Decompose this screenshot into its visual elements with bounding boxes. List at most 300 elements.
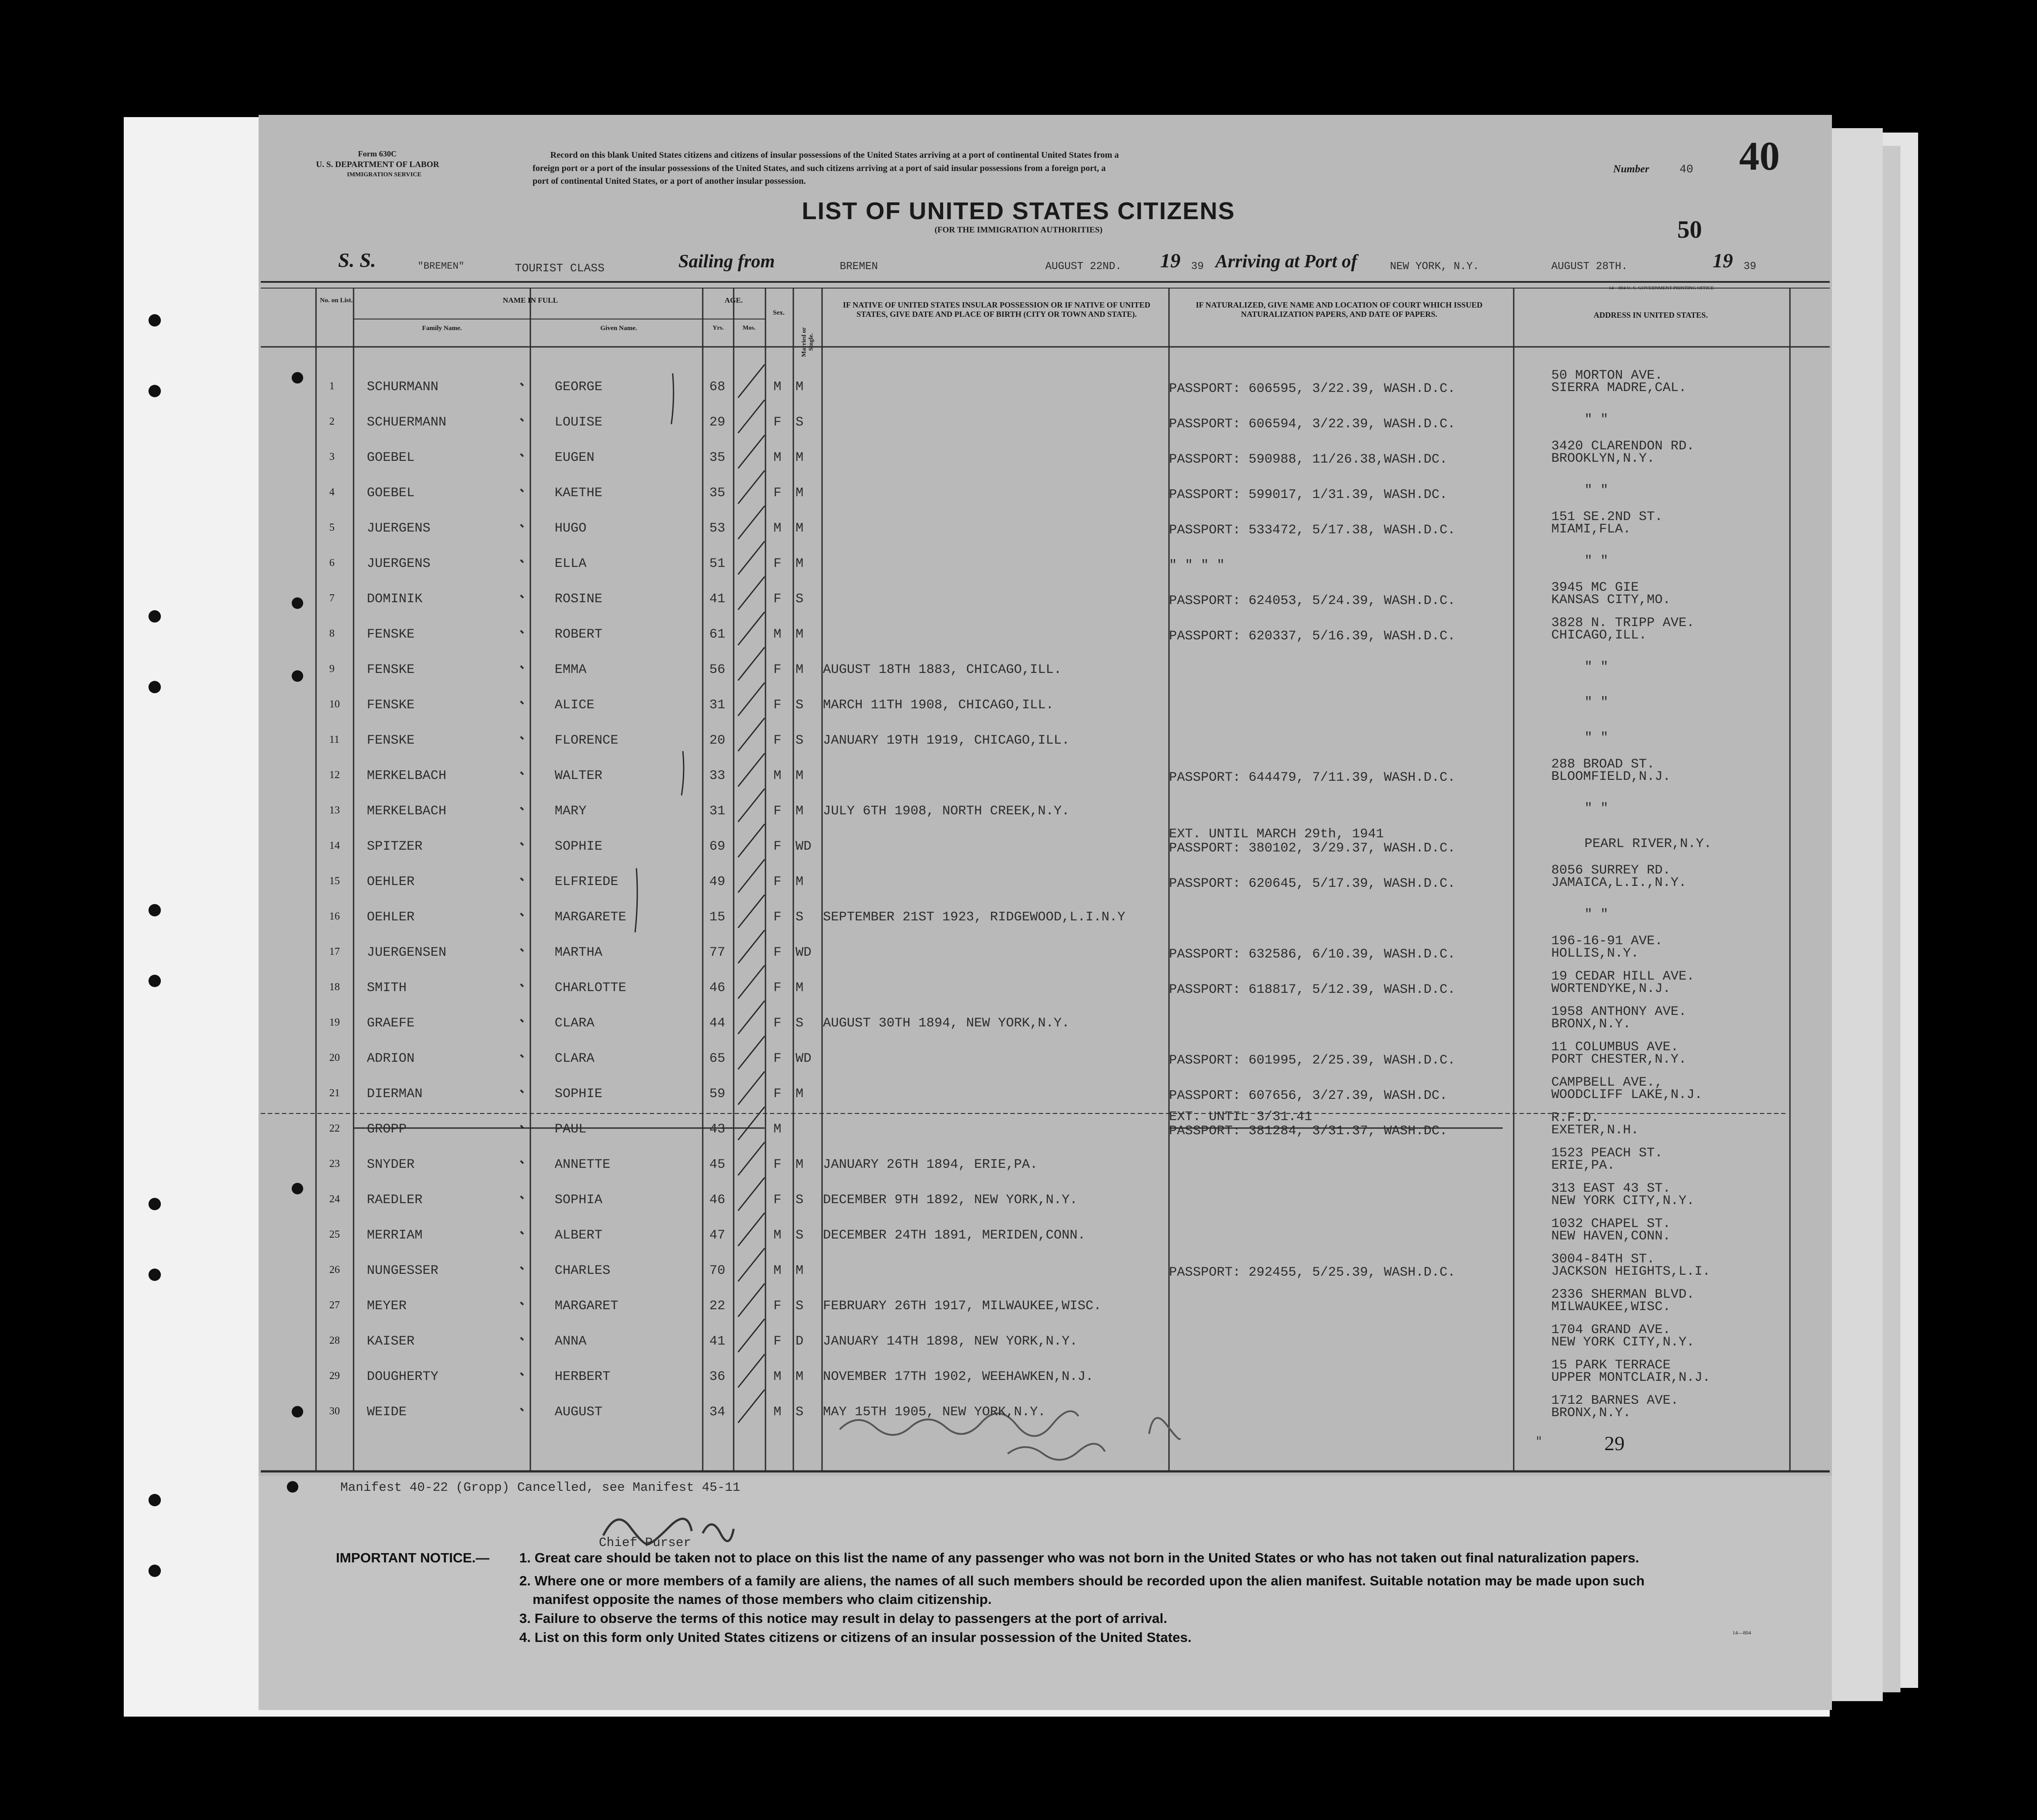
birth-date-place: MAY 15TH 1905, NEW YORK,N.Y.	[823, 1405, 1046, 1420]
naturalization-extension: EXT. UNTIL MARCH 29th, 1941	[1169, 827, 1384, 842]
age-years: 41	[709, 1334, 726, 1349]
age-years: 61	[709, 627, 726, 642]
row-number: 24	[329, 1193, 340, 1205]
marital-status: D	[796, 1334, 804, 1349]
age-years: 20	[709, 733, 726, 748]
row-number: 15	[329, 875, 340, 887]
naturalization-papers: PASSPORT: 599017, 1/31.39, WASH.DC.	[1169, 487, 1448, 502]
birth-date-place: SEPTEMBER 21ST 1923, RIDGEWOOD,L.I.N.Y	[823, 910, 1126, 925]
birth-date-place: MARCH 11TH 1908, CHICAGO,ILL.	[823, 698, 1054, 713]
address-line-2: NEW HAVEN,CONN.	[1551, 1229, 1671, 1244]
family-name: JUERGENSEN	[367, 945, 447, 960]
age-years: 65	[709, 1051, 726, 1066]
sex: F	[773, 698, 782, 713]
given-name: ELFRIEDE	[555, 874, 619, 889]
sailing-date: AUGUST 22ND.	[1045, 261, 1122, 273]
address-line-1: 288 BROAD ST.	[1551, 757, 1655, 772]
family-name: OEHLER	[367, 874, 415, 889]
marital-status: M	[796, 1087, 804, 1102]
age-years: 35	[709, 486, 726, 501]
row-number: 12	[329, 769, 340, 781]
row-number: 22	[329, 1123, 340, 1134]
sailing-from: BREMEN	[840, 261, 878, 273]
age-years: 15	[709, 910, 726, 925]
row-number: 8	[329, 628, 335, 639]
sex: M	[773, 627, 782, 642]
row-number: 29	[329, 1370, 340, 1382]
address-line-2: WOODCLIFF LAKE,N.J.	[1551, 1087, 1703, 1102]
column-header-yrs: Yrs.	[712, 325, 724, 331]
sex: F	[773, 1016, 782, 1031]
given-name: WALTER	[555, 768, 603, 783]
given-name: SOPHIE	[555, 1087, 603, 1102]
family-name: FENSKE	[367, 627, 415, 642]
address-line-2: MIAMI,FLA.	[1551, 522, 1631, 537]
address-line-2: HOLLIS,N.Y.	[1551, 946, 1639, 961]
family-name: KAISER	[367, 1334, 415, 1349]
sex: F	[773, 733, 782, 748]
row-number: 27	[329, 1299, 340, 1311]
naturalization-papers: PASSPORT: 380102, 3/29.37, WASH.D.C.	[1169, 841, 1456, 856]
address-line-1: " "	[1584, 907, 1609, 922]
age-years: 53	[709, 521, 726, 536]
sex: F	[773, 1051, 782, 1066]
address-line-2: CHICAGO,ILL.	[1551, 628, 1647, 643]
sex: F	[773, 980, 782, 995]
row-number: 2	[329, 416, 335, 427]
column-header-no: No. on List.	[320, 297, 353, 304]
year-prefix-arrival: 19	[1713, 249, 1733, 272]
family-name: GOEBEL	[367, 450, 415, 465]
age-years: 69	[709, 839, 726, 854]
column-header-birth: IF NATIVE OF UNITED STATES INSULAR POSSESSION OR IF NATIVE OF UNITED STATES, GIVE DATE AND PLACE OF BIRTH (CITY OR TOWN AND STATE).	[843, 300, 1150, 319]
row-number: 25	[329, 1229, 340, 1240]
column-header-mos: Mos.	[742, 325, 756, 331]
sailing-label: Sailing from	[678, 251, 775, 272]
row-number: 26	[329, 1264, 340, 1276]
age-years: 41	[709, 592, 726, 607]
marital-status: S	[796, 1299, 804, 1314]
sailing-year: 39	[1191, 261, 1204, 273]
row-number: 1	[329, 380, 335, 392]
sex: M	[773, 1122, 782, 1137]
given-name: ANNETTE	[555, 1157, 611, 1172]
marital-status: S	[796, 1193, 804, 1208]
marital-status: S	[796, 592, 804, 607]
family-name: FENSKE	[367, 733, 415, 748]
row-number: 19	[329, 1017, 340, 1028]
address-line-2: WORTENDYKE,N.J.	[1551, 981, 1671, 996]
sex: M	[773, 1405, 782, 1420]
given-name: MARGARETE	[555, 910, 627, 925]
age-years: 51	[709, 556, 726, 571]
address-line-1: " "	[1584, 801, 1609, 816]
age-years: 77	[709, 945, 726, 960]
family-name: MEYER	[367, 1299, 407, 1314]
sex: F	[773, 1299, 782, 1314]
marital-status: M	[796, 1263, 804, 1278]
address-line-1: 50 MORTON AVE.	[1551, 368, 1663, 383]
sex: F	[773, 486, 782, 501]
family-name: ADRION	[367, 1051, 415, 1066]
birth-date-place: JANUARY 14TH 1898, NEW YORK,N.Y.	[823, 1334, 1078, 1349]
address-line-2: BRONX,N.Y.	[1551, 1017, 1631, 1032]
arrival-date: AUGUST 28TH.	[1551, 261, 1628, 273]
sex: F	[773, 839, 782, 854]
arrival-year: 39	[1744, 261, 1756, 273]
family-name: MERRIAM	[367, 1228, 423, 1243]
family-name: GROPP	[367, 1122, 407, 1137]
naturalization-papers: PASSPORT: 601995, 2/25.39, WASH.D.C.	[1169, 1053, 1456, 1068]
sex: F	[773, 1334, 782, 1349]
row-number: 7	[329, 593, 335, 604]
age-years: 68	[709, 380, 726, 395]
row-number: 30	[329, 1406, 340, 1417]
naturalization-papers: " " " "	[1169, 558, 1225, 573]
given-name: HERBERT	[555, 1369, 611, 1384]
address-line-2: MILWAUKEE,WISC.	[1551, 1299, 1671, 1315]
ditto-mark-footer: "	[1536, 1434, 1542, 1449]
age-years: 35	[709, 450, 726, 465]
arriving-label: Arriving at Port of	[1215, 251, 1357, 272]
row-number: 21	[329, 1087, 340, 1099]
row-number: 20	[329, 1052, 340, 1064]
naturalization-papers: PASSPORT: 533472, 5/17.38, WASH.D.C.	[1169, 523, 1456, 538]
sex: F	[773, 945, 782, 960]
age-years: 31	[709, 804, 726, 819]
birth-date-place: JANUARY 19TH 1919, CHICAGO,ILL.	[823, 733, 1070, 748]
instructions-line-1: Record on this blank United States citizens and citizens of insular possessions of the United States arriving at a port of continental United States from a	[550, 150, 1119, 160]
address-line-2: BROOKLYN,N.Y.	[1551, 451, 1655, 466]
naturalization-papers: PASSPORT: 606594, 3/22.39, WASH.D.C.	[1169, 417, 1456, 432]
address-line-2: EXETER,N.H.	[1551, 1123, 1639, 1138]
given-name: HUGO	[555, 521, 587, 536]
given-name: EUGEN	[555, 450, 595, 465]
family-name: DIERMAN	[367, 1087, 423, 1102]
naturalization-papers: PASSPORT: 620337, 5/16.39, WASH.D.C.	[1169, 629, 1456, 644]
column-header-given-name: Given Name.	[600, 325, 637, 332]
ship-name: "BREMEN"	[418, 261, 465, 272]
age-years: 43	[709, 1122, 726, 1137]
given-name: ROSINE	[555, 592, 603, 607]
row-number: 4	[329, 486, 335, 498]
address-line-2: PORT CHESTER,N.Y.	[1551, 1052, 1687, 1067]
row-number: 5	[329, 522, 335, 533]
marital-status: M	[796, 1369, 804, 1384]
family-name: GRAEFE	[367, 1016, 415, 1031]
print-code-top: 14—804 U. S. GOVERNMENT PRINTING OFFICE	[1609, 285, 1714, 291]
marital-status: S	[796, 698, 804, 713]
given-name: FLORENCE	[555, 733, 619, 748]
column-header-sex: Sex.	[773, 309, 785, 316]
sex: F	[773, 662, 782, 677]
given-name: ANNA	[555, 1334, 587, 1349]
family-name: SCHUERMANN	[367, 415, 447, 430]
sex: F	[773, 910, 782, 925]
given-name: LOUISE	[555, 415, 603, 430]
form-number: Form 630C	[358, 149, 397, 158]
row-number: 14	[329, 840, 340, 851]
given-name: SOPHIE	[555, 839, 603, 854]
marital-status: M	[796, 874, 804, 889]
age-years: 59	[709, 1087, 726, 1102]
column-header-married-single: Married or Single.	[800, 327, 815, 357]
marital-status: WD	[796, 945, 812, 960]
address-line-1: " "	[1584, 730, 1609, 745]
family-name: SNYDER	[367, 1157, 415, 1172]
column-header-age: AGE.	[724, 296, 743, 304]
address-line-1: 19 CEDAR HILL AVE.	[1551, 969, 1695, 984]
naturalization-papers: PASSPORT: 381284, 3/31.37, WASH.DC.	[1169, 1124, 1448, 1139]
family-name: WEIDE	[367, 1405, 407, 1420]
address-line-1: 1032 CHAPEL ST.	[1551, 1216, 1671, 1231]
sex: M	[773, 1228, 782, 1243]
marital-status: M	[796, 662, 804, 677]
naturalization-papers: PASSPORT: 618817, 5/12.39, WASH.D.C.	[1169, 982, 1456, 997]
family-name: NUNGESSER	[367, 1263, 439, 1278]
given-name: ELLA	[555, 556, 587, 571]
sex: F	[773, 1087, 782, 1102]
column-header-address: ADDRESS IN UNITED STATES.	[1593, 311, 1708, 319]
sex: F	[773, 804, 782, 819]
address-line-1: CAMPBELL AVE.,	[1551, 1075, 1663, 1090]
age-years: 31	[709, 698, 726, 713]
instructions-line-3: port of continental United States, or a port of another insular possession.	[533, 176, 806, 186]
arrival-port: NEW YORK, N.Y.	[1390, 261, 1479, 273]
family-name: FENSKE	[367, 698, 415, 713]
address-line-1: 3420 CLARENDON RD.	[1551, 439, 1695, 454]
family-name: JUERGENS	[367, 521, 431, 536]
row-number: 23	[329, 1158, 340, 1170]
age-years: 56	[709, 662, 726, 677]
address-line-2: BRONX,N.Y.	[1551, 1406, 1631, 1421]
naturalization-papers: PASSPORT: 632586, 6/10.39, WASH.D.C.	[1169, 947, 1456, 962]
address-line-2: NEW YORK CITY,N.Y.	[1551, 1335, 1695, 1350]
sex: F	[773, 1157, 782, 1172]
given-name: MARTHA	[555, 945, 603, 960]
marital-status: M	[796, 521, 804, 536]
row-number: 9	[329, 663, 335, 675]
row-number: 10	[329, 699, 340, 710]
family-name: GOEBEL	[367, 486, 415, 501]
family-name: DOUGHERTY	[367, 1369, 439, 1384]
address-line-1: 8056 SURREY RD.	[1551, 863, 1671, 878]
given-name: GEORGE	[555, 380, 603, 395]
birth-date-place: FEBRUARY 26TH 1917, MILWAUKEE,WISC.	[823, 1299, 1102, 1314]
address-line-1: 3828 N. TRIPP AVE.	[1551, 616, 1695, 631]
age-years: 49	[709, 874, 726, 889]
year-prefix-sailing: 19	[1160, 249, 1180, 272]
marital-status: M	[796, 980, 804, 995]
given-name: MARY	[555, 804, 587, 819]
marital-status: M	[796, 1157, 804, 1172]
address-line-2: SIERRA MADRE,CAL.	[1551, 380, 1687, 395]
naturalization-papers: PASSPORT: 292455, 5/25.39, WASH.D.C.	[1169, 1265, 1456, 1280]
address-line-2: KANSAS CITY,MO.	[1551, 593, 1671, 608]
marital-status: M	[796, 556, 804, 571]
given-name: PAUL	[555, 1122, 587, 1137]
birth-date-place: DECEMBER 9TH 1892, NEW YORK,N.Y.	[823, 1193, 1078, 1208]
given-name: ALICE	[555, 698, 595, 713]
age-years: 44	[709, 1016, 726, 1031]
row-number: 11	[329, 734, 340, 745]
given-name: CHARLES	[555, 1263, 611, 1278]
given-name: CLARA	[555, 1051, 595, 1066]
family-name: SMITH	[367, 980, 407, 995]
family-name: FENSKE	[367, 662, 415, 677]
page-number: 40	[1739, 133, 1780, 179]
age-years: 36	[709, 1369, 726, 1384]
birth-date-place: NOVEMBER 17TH 1902, WEEHAWKEN,N.J.	[823, 1369, 1094, 1384]
address-line-1: 1958 ANTHONY AVE.	[1551, 1004, 1687, 1019]
notice-2: 2. Where one or more members of a family are aliens, the names of all such members should be recorded upon the alien manifest. Suitable notation may be made upon such	[519, 1573, 1645, 1588]
total-count: 29	[1604, 1432, 1625, 1455]
age-years: 46	[709, 1193, 726, 1208]
address-line-1: 1523 PEACH ST.	[1551, 1146, 1663, 1161]
sex: M	[773, 1263, 782, 1278]
birth-date-place: AUGUST 18TH 1883, CHICAGO,ILL.	[823, 662, 1062, 677]
given-name: ROBERT	[555, 627, 603, 642]
sex: F	[773, 592, 782, 607]
given-name: MARGARET	[555, 1299, 619, 1314]
given-name: KAETHE	[555, 486, 603, 501]
address-line-2: JAMAICA,L.I.,N.Y.	[1551, 875, 1687, 890]
column-header-naturalized: IF NATURALIZED, GIVE NAME AND LOCATION OF COURT WHICH ISSUED NATURALIZATION PAPERS, AND DATE OF PAPERS.	[1196, 300, 1483, 319]
cancel-note: Manifest 40-22 (Gropp) Cancelled, see Manifest 45-11	[340, 1480, 740, 1495]
address-line-1: " "	[1584, 554, 1609, 569]
birth-date-place: JULY 6TH 1908, NORTH CREEK,N.Y.	[823, 804, 1070, 819]
age-years: 22	[709, 1299, 726, 1314]
sex: F	[773, 1193, 782, 1208]
row-number: 28	[329, 1335, 340, 1346]
age-years: 29	[709, 415, 726, 430]
row-number: 18	[329, 981, 340, 993]
given-name: CHARLOTTE	[555, 980, 627, 995]
ss-label: S. S.	[338, 249, 376, 271]
birth-date-place: DECEMBER 24TH 1891, MERIDEN,CONN.	[823, 1228, 1086, 1243]
naturalization-papers: PASSPORT: 590988, 11/26.38,WASH.DC.	[1169, 452, 1448, 467]
sex: M	[773, 450, 782, 465]
marital-status: S	[796, 1405, 804, 1420]
notice-2-continued: manifest opposite the names of those members who claim citizenship.	[533, 1592, 992, 1607]
address-line-1: 3004-84TH ST.	[1551, 1252, 1655, 1267]
age-years: 47	[709, 1228, 726, 1243]
sex: M	[773, 1369, 782, 1384]
family-name: MERKELBACH	[367, 768, 447, 783]
marital-status: M	[796, 768, 804, 783]
marital-status: M	[796, 627, 804, 642]
address-line-1: 2336 SHERMAN BLVD.	[1551, 1287, 1695, 1302]
sex: M	[773, 521, 782, 536]
age-years: 46	[709, 980, 726, 995]
number-value: 40	[1679, 163, 1694, 176]
naturalization-papers: PASSPORT: 620645, 5/17.39, WASH.D.C.	[1169, 876, 1456, 891]
address-line-1: R.F.D.	[1551, 1110, 1599, 1125]
sex: M	[773, 380, 782, 395]
address-line-1: 1712 BARNES AVE.	[1551, 1393, 1679, 1408]
marital-status: WD	[796, 839, 812, 854]
marital-status: WD	[796, 1051, 812, 1066]
address-line-1: 11 COLUMBUS AVE.	[1551, 1040, 1679, 1055]
row-number: 3	[329, 451, 335, 463]
ship-class: TOURIST CLASS	[515, 262, 605, 275]
naturalization-papers: PASSPORT: 606595, 3/22.39, WASH.D.C.	[1169, 381, 1456, 396]
marital-status: M	[796, 380, 804, 395]
marital-status: M	[796, 804, 804, 819]
address-line-2: JACKSON HEIGHTS,L.I.	[1551, 1264, 1711, 1279]
address-line-1: 151 SE.2ND ST.	[1551, 509, 1663, 524]
age-years: 70	[709, 1263, 726, 1278]
address-line-1: PEARL RIVER,N.Y.	[1584, 836, 1712, 851]
marital-status: M	[796, 486, 804, 501]
given-name: EMMA	[555, 662, 587, 677]
column-header-family-name: Family Name.	[422, 325, 462, 332]
naturalization-extension: EXT. UNTIL 3/31.41	[1169, 1109, 1313, 1125]
marital-status: S	[796, 1228, 804, 1243]
naturalization-papers: PASSPORT: 607656, 3/27.39, WASH.DC.	[1169, 1088, 1448, 1103]
address-line-2: ERIE,PA.	[1551, 1158, 1615, 1173]
notice-area	[259, 1476, 1832, 1710]
service-label: IMMIGRATION SERVICE	[347, 171, 422, 178]
address-line-1: 313 EAST 43 ST.	[1551, 1181, 1671, 1196]
notice-1: 1. Great care should be taken not to place on this list the name of any passenger who was not born in the United States or who has not taken out final naturalization papers.	[519, 1550, 1639, 1565]
page-title: LIST OF UNITED STATES CITIZENS	[802, 197, 1235, 224]
notice-3: 3. Failure to observe the terms of this notice may result in delay to passengers at the port of arrival.	[519, 1611, 1168, 1626]
marital-status: S	[796, 733, 804, 748]
marital-status: M	[796, 450, 804, 465]
marital-status: S	[796, 1016, 804, 1031]
address-line-2: BLOOMFIELD,N.J.	[1551, 769, 1671, 784]
marital-status: S	[796, 415, 804, 430]
marital-status: S	[796, 910, 804, 925]
given-name: SOPHIA	[555, 1193, 603, 1208]
instructions-line-2: foreign port or a port of the insular possessions of the United States, and such citizens arriving at a port of said insular possessions from a foreign port, a	[533, 163, 1106, 173]
given-name: ALBERT	[555, 1228, 603, 1243]
family-name: OEHLER	[367, 910, 415, 925]
notice-label: IMPORTANT NOTICE.—	[336, 1550, 490, 1565]
notice-4: 4. List on this form only United States citizens or citizens of an insular possession of the United States.	[519, 1630, 1192, 1645]
sex: F	[773, 556, 782, 571]
row-number: 16	[329, 911, 340, 922]
naturalization-papers: PASSPORT: 624053, 5/24.39, WASH.D.C.	[1169, 593, 1456, 608]
signature-title: Chief Purser	[599, 1535, 691, 1550]
age-years: 33	[709, 768, 726, 783]
sex: F	[773, 874, 782, 889]
age-years: 34	[709, 1405, 726, 1420]
address-line-2: NEW YORK CITY,N.Y.	[1551, 1193, 1695, 1208]
address-line-1: 15 PARK TERRACE	[1551, 1358, 1671, 1373]
row-number: 13	[329, 805, 340, 816]
row-number: 17	[329, 946, 340, 957]
family-name: JUERGENS	[367, 556, 431, 571]
page-subtitle: (FOR THE IMMIGRATION AUTHORITIES)	[934, 225, 1103, 235]
family-name: SCHURMANN	[367, 380, 439, 395]
sex: M	[773, 768, 782, 783]
row-number: 6	[329, 557, 335, 569]
given-name: CLARA	[555, 1016, 595, 1031]
address-line-1: 196-16-91 AVE.	[1551, 934, 1663, 949]
address-line-1: " "	[1584, 483, 1609, 498]
address-line-1: 3945 MC GIE	[1551, 580, 1639, 595]
family-name: RAEDLER	[367, 1193, 423, 1208]
number-label: Number	[1613, 163, 1649, 175]
print-code-bottom: 14—804	[1732, 1630, 1751, 1636]
family-name: SPITZER	[367, 839, 423, 854]
family-name: MERKELBACH	[367, 804, 447, 819]
handwritten-number: 50	[1677, 216, 1702, 243]
address-line-1: 1704 GRAND AVE.	[1551, 1322, 1671, 1337]
given-name: AUGUST	[555, 1405, 603, 1420]
